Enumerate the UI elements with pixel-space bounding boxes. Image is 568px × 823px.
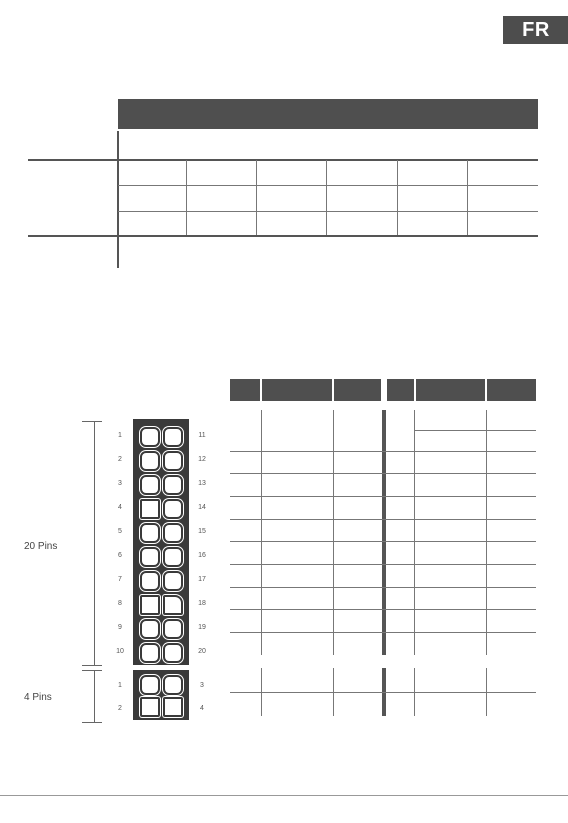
pin-number: 13 [198,480,206,487]
language-badge: FR [503,16,568,44]
pinout-row-line [230,632,536,633]
pin-number: 7 [118,576,122,583]
pin-4p-1 [140,675,160,695]
pin-13 [163,475,183,495]
pinout-header-cell [230,379,260,401]
pinout-row-line [230,587,536,588]
pin-number: 16 [198,552,206,559]
pinout-row-line [415,430,536,431]
pin-number: 11 [198,432,206,439]
pin-number: 5 [118,528,122,535]
pinout-col [261,410,262,655]
pin-number: 18 [198,600,206,607]
pin-18 [163,595,183,615]
pinout-row-line [230,451,536,452]
bracket-4 [94,670,95,722]
spec-table-rule [118,211,538,212]
pin-15 [163,523,183,543]
spec-table-col [256,160,257,235]
group-20-label: 20 Pins [24,541,58,552]
pin-9 [140,619,160,639]
pinout-row-line [230,496,536,497]
pinout-row-line [230,541,536,542]
pinout-header-cell [334,379,381,401]
pin-number: 12 [198,456,206,463]
pin-number: 15 [198,528,206,535]
pin-number: 1 [118,682,122,689]
pin-7 [140,571,160,591]
spec-table-rule [28,235,538,237]
pin-number: 3 [118,480,122,487]
pinout-row-line [230,519,536,520]
pin-number: 10 [116,648,124,655]
spec-table-col [467,160,468,235]
spec-table-col [397,160,398,235]
bracket-cap [82,722,102,723]
pin-12 [163,451,183,471]
pin-number: 6 [118,552,122,559]
pin-number: 20 [198,648,206,655]
pin-5 [140,523,160,543]
group-4-label: 4 Pins [24,692,52,703]
spec-table-header [118,99,538,129]
pinout-col [486,410,487,655]
bracket-cap [82,421,102,422]
pin-3 [140,475,160,495]
pinout-row-line [230,564,536,565]
pin-20 [163,643,183,663]
spec-table-col [326,160,327,235]
pin-number: 2 [118,705,122,712]
pin-17 [163,571,183,591]
pin-6 [140,547,160,567]
spec-table-rule [28,159,538,161]
pin-19 [163,619,183,639]
spec-table-divider [117,131,119,268]
pin-number: 8 [118,600,122,607]
pin-4p-2 [140,697,160,717]
pin-number: 3 [200,682,204,689]
pin-number: 4 [118,504,122,511]
spec-table-col [186,160,187,235]
pin-4p-3 [163,675,183,695]
pinout-row-line [230,609,536,610]
page-footer-rule [0,795,568,796]
connector-4-pin [133,670,189,720]
connector-20-pin [133,419,189,665]
pin-1 [140,427,160,447]
pin-number: 2 [118,456,122,463]
pin-11 [163,427,183,447]
pinout-header-cell [262,379,332,401]
pinout-header-cell [416,379,485,401]
pin-number: 19 [198,624,206,631]
spec-table-rule [118,185,538,186]
pin-4 [140,499,160,519]
pin-10 [140,643,160,663]
pin-2 [140,451,160,471]
pin-4p-4 [163,697,183,717]
pinout-header-cell [387,379,414,401]
pin-14 [163,499,183,519]
pin-number: 17 [198,576,206,583]
pin-number: 14 [198,504,206,511]
bracket-cap [82,665,102,666]
pinout-row-line [230,473,536,474]
pin-8 [140,595,160,615]
bracket-cap [82,670,102,671]
pin-number: 1 [118,432,122,439]
pinout-col [333,410,334,655]
pinout-header-cell [487,379,536,401]
pinout-col [414,410,415,655]
pin-number: 4 [200,705,204,712]
pin-number: 9 [118,624,122,631]
pin-16 [163,547,183,567]
bracket-20 [94,421,95,666]
pinout-row-line [230,692,536,693]
pinout-separator [382,410,386,655]
